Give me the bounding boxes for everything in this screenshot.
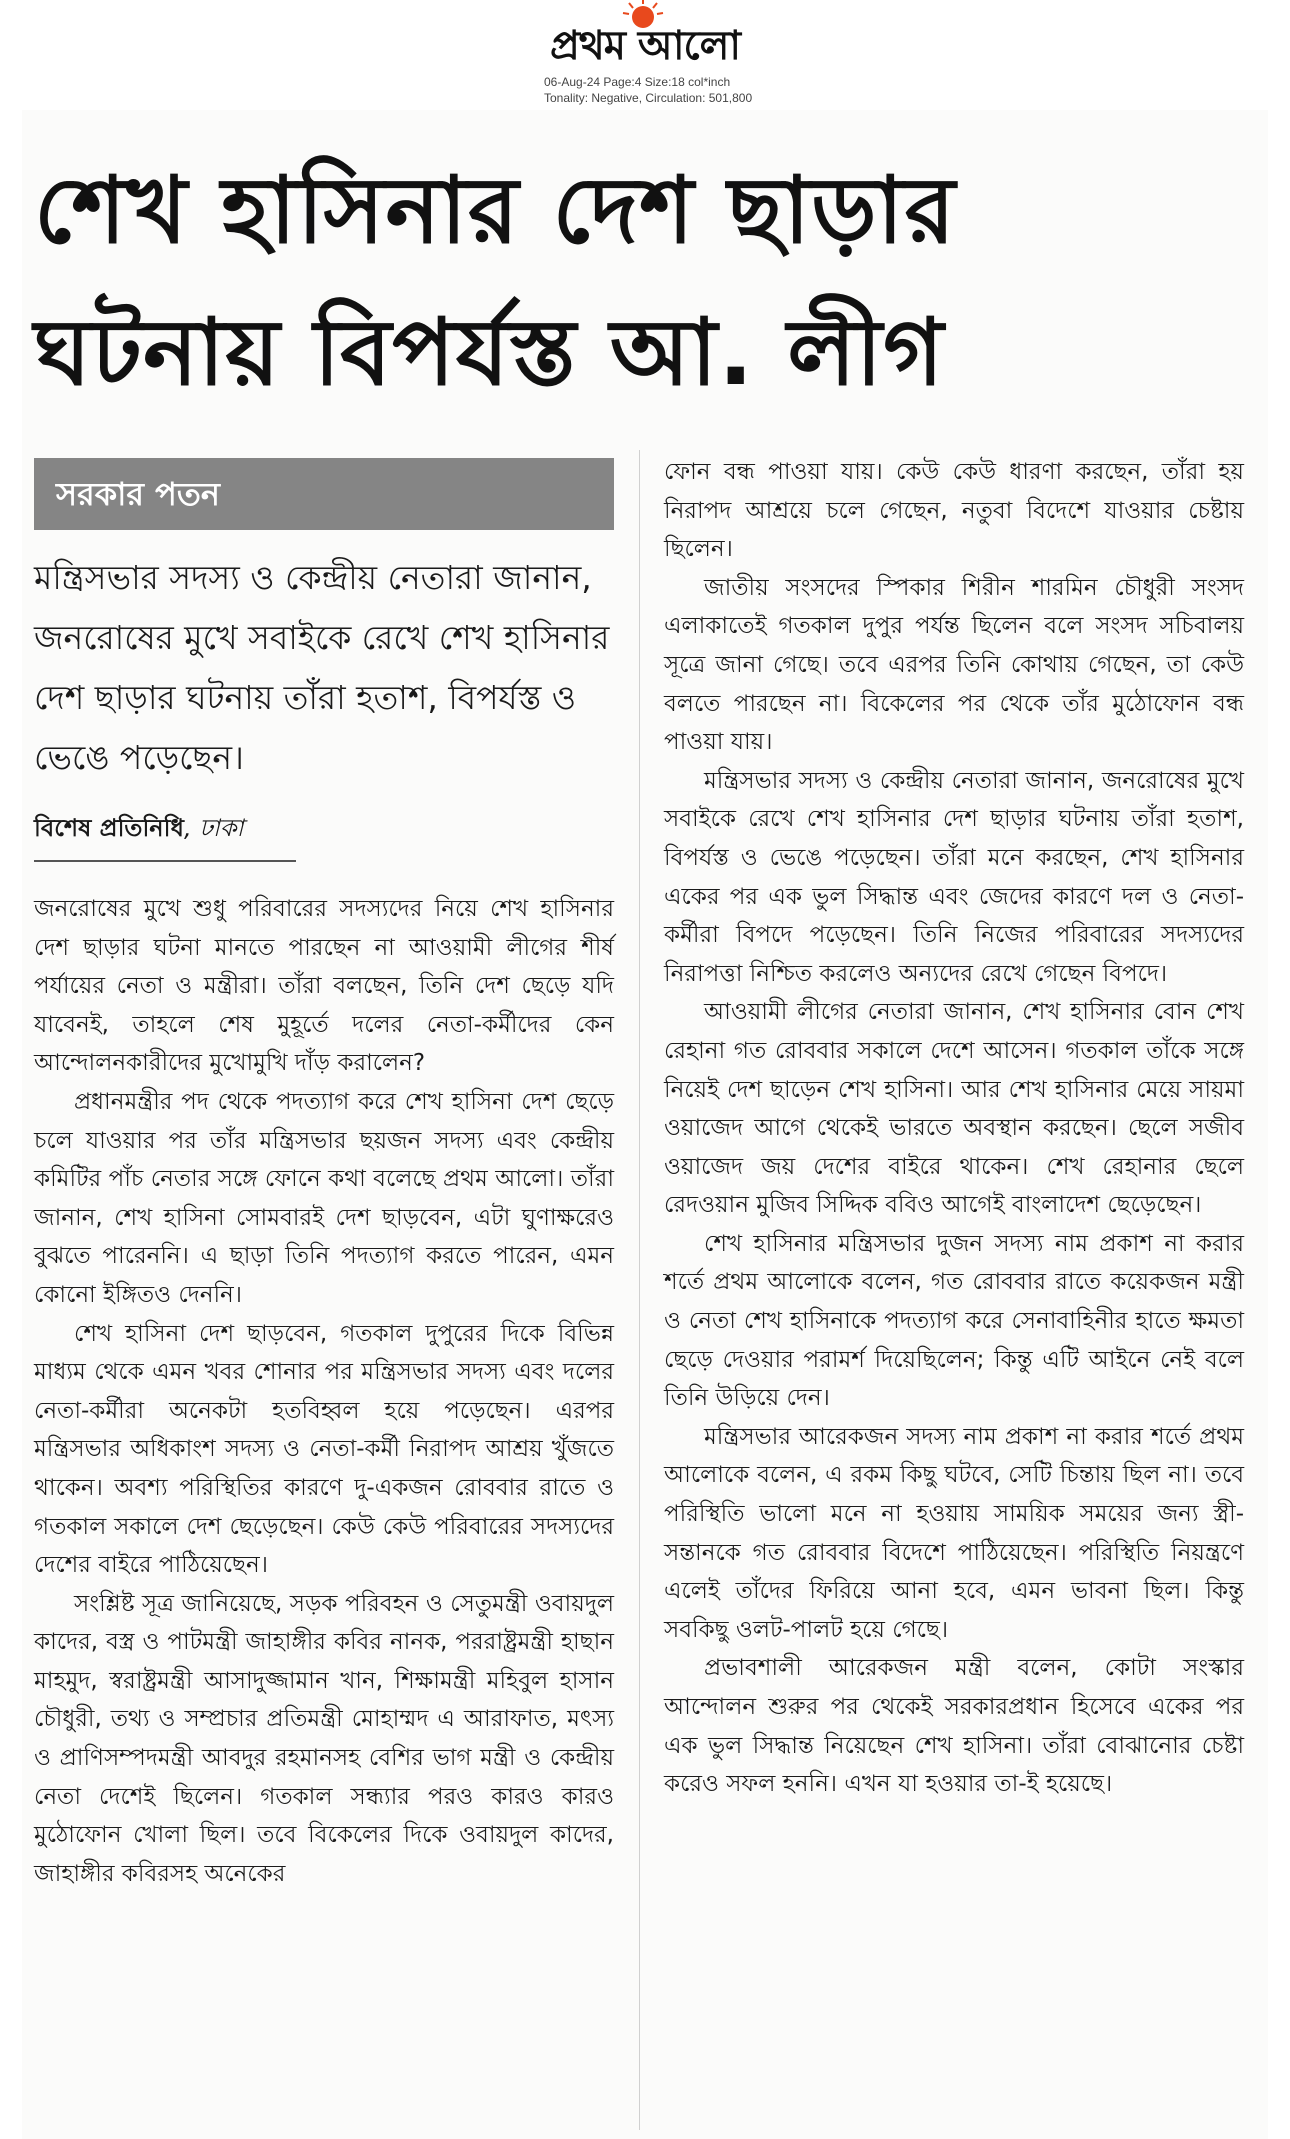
right-paragraph-5: শেখ হাসিনার মন্ত্রিসভার দুজন সদস্য নাম প্রকাশ না করার শর্তে প্রথম আলোকে বলেন, গত রোববার রাতে কয়েকজন মন্ত্রী ও নেতা শেখ হাসিনাকে পদত্যাগ করে সেনাবাহিনীর হাতে ক্ষমতা ছেড়ে দেওয়ার পরামর্শ দিয়েছিলেন; কিন্তু এটি আইনে নেই বলে তিনি উড়িয়ে দেন। xyxy=(664,1230,1244,1412)
headline-line-1: শেখ হাসিনার দেশ ছাড়ার xyxy=(34,157,957,264)
column-divider xyxy=(639,450,640,2130)
right-paragraph-1: ফোন বন্ধ পাওয়া যায়। কেউ কেউ ধারণা করছেন, তাঁরা হয় নিরাপদ আশ্রয়ে চলে গেছেন, নতুবা বিদেশে যাওয়ার চেষ্টায় ছিলেন। xyxy=(664,459,1244,563)
meta-line-tonality: Tonality: Negative, Circulation: 501,800 xyxy=(544,91,753,105)
left-paragraph-2: প্রধানমন্ত্রীর পদ থেকে পদত্যাগ করে শেখ হাসিনা দেশ ছেড়ে চলে যাওয়ার পর তাঁর মন্ত্রিসভার ছয়জন সদস্য এবং কেন্দ্রীয় কমিটির পাঁচ নেতার সঙ্গে ফোনে কথা বলেছে প্রথম আলো। তাঁরা জানান, শেখ হাসিনা সোমবারই দেশ ছাড়বেন, এটা ঘুণাক্ষরেও বুঝতে পারেননি। এ ছাড়া তিনি পদত্যাগ করতে পারেন, এমন কোনো ইঙ্গিতও দেননি। xyxy=(34,1088,614,1308)
left-column xyxy=(34,890,614,1893)
meta-line-date: 06-Aug-24 Page:4 Size:18 col*inch xyxy=(544,75,731,89)
clipping-meta xyxy=(0,74,1290,106)
right-paragraph-4: আওয়ামী লীগের নেতারা জানান, শেখ হাসিনার বোন শেখ রেহানা গত রোববার সকালে দেশে আসেন। গতকাল তাঁকে সঙ্গে নিয়েই দেশ ছাড়েন শেখ হাসিনা। আর শেখ হাসিনার মেয়ে সায়মা ওয়াজেদ আগে থেকেই ভারতে অবস্থান করছেন। ছেলে সজীব ওয়াজেদ জয় দেশের বাইরে থাকেন। শেখ রেহানার ছেলে রেদওয়ান মুজিব সিদ্দিক ববিও আগেই বাংলাদেশ ছেড়েছেন। xyxy=(664,999,1244,1219)
right-column xyxy=(664,453,1244,1804)
left-paragraph-1: জনরোষের মুখে শুধু পরিবারের সদস্যদের নিয়ে শেখ হাসিনার দেশ ছাড়ার ঘটনা মানতে পারছেন না আওয়ামী লীগের শীর্ষ পর্যায়ের নেতা ও মন্ত্রীরা। তাঁরা বলছেন, তিনি দেশ ছেড়ে যদি যাবেনই, তাহলে শেষ মুহূর্তে দলের নেতা-কর্মীদের কেন আন্দোলনকারীদের মুখোমুখি দাঁড় করালেন? xyxy=(34,896,614,1077)
headline xyxy=(34,140,1254,424)
byline xyxy=(34,806,594,850)
section-tag xyxy=(34,458,614,530)
left-paragraph-3: শেখ হাসিনা দেশ ছাড়বেন, গতকাল দুপুরের দিকে বিভিন্ন মাধ্যম থেকে এমন খবর শোনার পর মন্ত্রিসভার সদস্য এবং দলের নেতা-কর্মীরা অনেকটা হতবিহ্বল হয়ে পড়েছেন। এরপর মন্ত্রিসভার অধিকাংশ সদস্য ও নেতা-কর্মী নিরাপদ আশ্রয় খুঁজতে থাকেন। অবশ্য পরিস্থিতির কারণে দু-একজন রোববার রাতে ও গতকাল সকালে দেশ ছেড়েছেন। কেউ কেউ পরিবারের সদস্যদের দেশের বাইরে পাঠিয়েছেন। xyxy=(34,1320,614,1579)
section-tag-label: সরকার পতন xyxy=(56,475,220,513)
logo-text: প্রথম আলো xyxy=(549,23,741,69)
right-paragraph-6: মন্ত্রিসভার আরেকজন সদস্য নাম প্রকাশ না করার শর্তে প্রথম আলোকে বলেন, এ রকম কিছু ঘটবে, সেটি চিন্তায় ছিল না। তবে পরিস্থিতি ভালো মনে না হওয়ায় সাময়িক সময়ের জন্য স্ত্রী-সন্তানকে গত রোববার বিদেশে পাঠিয়েছেন। পরিস্থিতি নিয়ন্ত্রণে এলেই তাঁদের ফিরিয়ে আনা হবে, এমন ভাবনা ছিল। কিন্তু সবকিছু ওলট-পালট হয়ে গেছে। xyxy=(664,1423,1244,1643)
left-paragraph-4: সংশ্লিষ্ট সূত্র জানিয়েছে, সড়ক পরিবহন ও সেতুমন্ত্রী ওবায়দুল কাদের, বস্ত্র ও পাটমন্ত্রী জাহাঙ্গীর কবির নানক, পররাষ্ট্রমন্ত্রী হাছান মাহমুদ, স্বরাষ্ট্রমন্ত্রী আসাদুজ্জামান খান, শিক্ষামন্ত্রী মহিবুল হাসান চৌধুরী, তথ্য ও সম্প্রচার প্রতিমন্ত্রী মোহাম্মদ এ আরাফাত, মৎস্য ও প্রাণিসম্পদমন্ত্রী আবদুর রহমানসহ বেশির ভাগ মন্ত্রী ও কেন্দ্রীয় নেতা দেশেই ছিলেন। গতকাল সন্ধ্যার পরও কারও কারও মুঠোফোন খোলা ছিল। তবে বিকেলের দিকে ওবায়দুল কাদের, জাহাঙ্গীর কবিরসহ অনেকের xyxy=(34,1590,614,1887)
masthead xyxy=(0,0,1290,110)
right-paragraph-2: জাতীয় সংসদের স্পিকার শিরীন শারমিন চৌধুরী সংসদ এলাকাতেই গতকাল দুপুর পর্যন্ত ছিলেন বলে সংসদ সচিবালয় সূত্রে জানা গেছে। তবে এরপর তিনি কোথায় গেছেন, তা কেউ বলতে পারছেন না। বিকেলের পর থেকে তাঁর মুঠোফোন বন্ধ পাওয়া যায়। xyxy=(664,574,1244,756)
byline-rule xyxy=(34,860,296,862)
headline-line-2: ঘটনায় বিপর্যস্ত আ. লীগ xyxy=(34,299,945,406)
right-paragraph-7: প্রভাবশালী আরেকজন মন্ত্রী বলেন, কোটা সংস্কার আন্দোলন শুরুর পর থেকেই সরকারপ্রধান হিসেবে একের পর এক ভুল সিদ্ধান্ত নিয়েছেন শেখ হাসিনা। তাঁরা বোঝানোর চেষ্টা করেও সফল হননি। এখন যা হওয়ার তা-ই হয়েছে। xyxy=(664,1655,1244,1798)
byline-place: , ঢাকা xyxy=(183,814,244,842)
newspaper-logo xyxy=(505,6,785,68)
right-paragraph-3: মন্ত্রিসভার সদস্য ও কেন্দ্রীয় নেতারা জানান, জনরোষের মুখে সবাইকে রেখে শেখ হাসিনার দেশ ছাড়ার ঘটনায় তাঁরা হতাশ, বিপর্যস্ত ও ভেঙে পড়েছেন। তাঁরা মনে করছেন, শেখ হাসিনার একের পর এক ভুল সিদ্ধান্ত এবং জেদের কারণে দল ও নেতা-কর্মীরা বিপদে পড়েছেন। তিনি নিজের পরিবারের সদস্যদের নিরাপত্তা নিশ্চিত করলেও অন্যদের রেখে গেছেন বিপদে। xyxy=(664,767,1244,987)
intro-summary: মন্ত্রিসভার সদস্য ও কেন্দ্রীয় নেতারা জানান, জনরোষের মুখে সবাইকে রেখে শেখ হাসিনার দেশ ছাড়ার ঘটনায় তাঁরা হতাশ, বিপর্যস্ত ও ভেঙে পড়েছেন। xyxy=(34,558,610,777)
byline-name: বিশেষ প্রতিনিধি xyxy=(34,814,184,842)
